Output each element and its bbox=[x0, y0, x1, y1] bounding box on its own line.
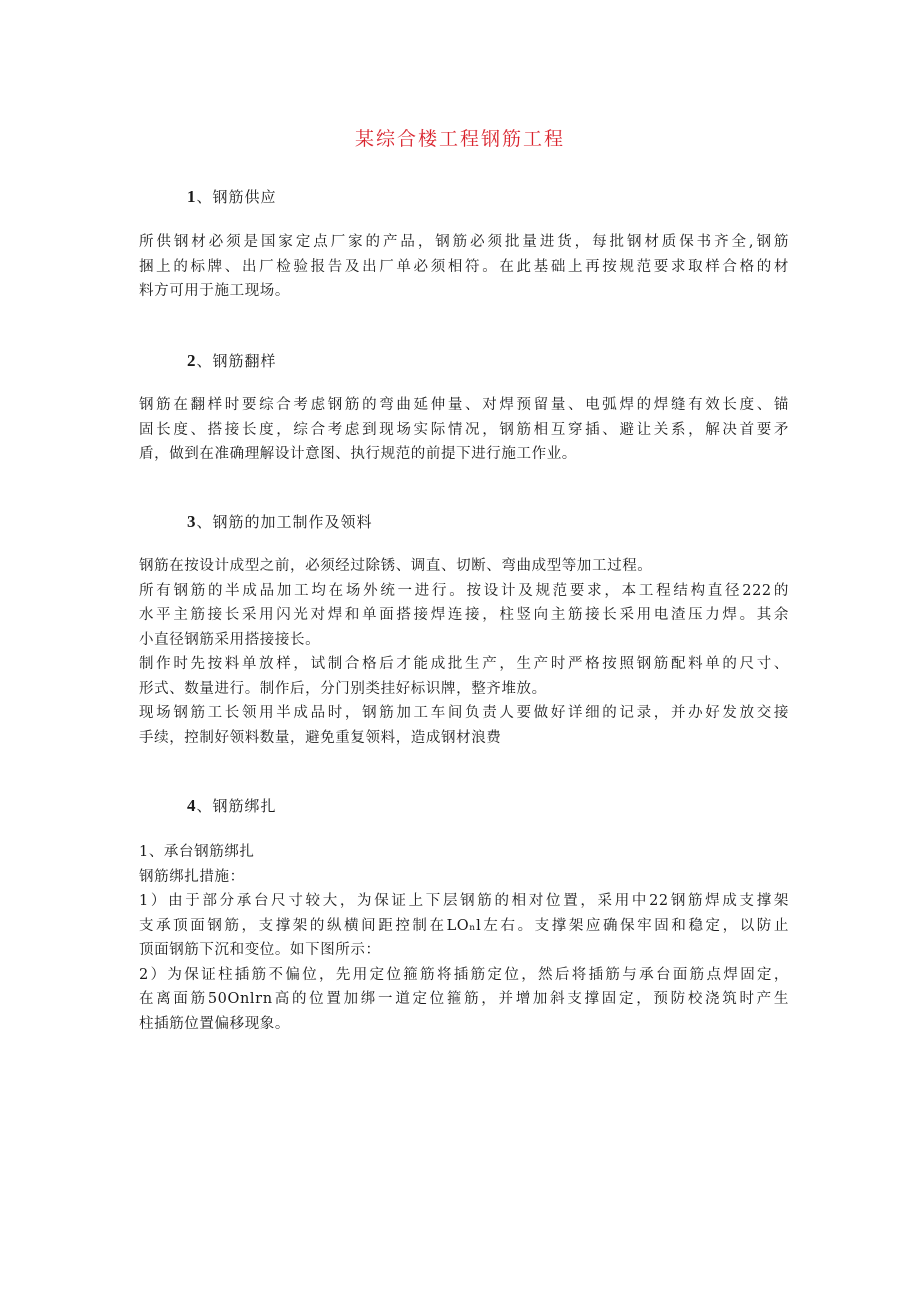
document-title: 某综合楼工程钢筋工程 bbox=[354, 128, 565, 150]
paragraph-line: 现场钢筋工长领用半成品时，钢筋加工车间负责人要做好详细的记录，并办好发放交接 bbox=[139, 705, 789, 721]
section-number: 1 bbox=[187, 187, 197, 206]
section-title: 、钢筋供应 bbox=[196, 188, 277, 206]
paragraph-line: 手续，控制好领料数量，避免重复领料，造成钢材浪费 bbox=[139, 729, 502, 746]
paragraph-line: 制作时先按料单放样，试制合格后才能成批生产，生产时严格按照钢筋配料单的尺寸、 bbox=[139, 656, 789, 672]
section-number: 2 bbox=[187, 351, 197, 370]
paragraph-line: 在离面筋50Onlrn高的位置加绑一道定位箍筋，并增加斜支撑固定，预防校浇筑时产生 bbox=[139, 991, 789, 1007]
section-1-body bbox=[139, 230, 789, 304]
paragraph-line: 固长度、搭接长度，综合考虑到现场实际情况，钢筋相互穿插、避让关系，解决首要矛 bbox=[139, 421, 789, 438]
section-3-body bbox=[139, 554, 789, 750]
paragraph-line: 钢筋在按设计成型之前，必须经过除锈、调直、切断、弯曲成型等加工过程。 bbox=[139, 558, 653, 574]
section-2-body bbox=[139, 393, 789, 467]
paragraph-line: 形式、数量进行。制作后，分门别类挂好标识牌，整齐堆放。 bbox=[139, 680, 547, 697]
paragraph-line: 水平主筋接长采用闪光对焊和单面搭接焊连接，柱竖向主筋接长采用电渣压力焊。其余 bbox=[139, 607, 789, 623]
paragraph-line: 支承顶面钢筋，支撑架的纵横间距控制在LOₙl左右。支撑架应确保牢固和稳定，以防止 bbox=[139, 917, 789, 934]
section-4-body bbox=[139, 840, 789, 1036]
section-title: 、钢筋绑扎 bbox=[196, 797, 277, 815]
paragraph-line: 钢筋在翻样时要综合考虑钢筋的弯曲延伸量、对焊预留量、电弧焊的焊缝有效长度、锚 bbox=[139, 397, 789, 413]
paragraph-line: 2）为保证柱插筋不偏位，先用定位箍筋将插筋定位，然后将插筋与承台面筋点焊固定， bbox=[139, 966, 789, 983]
section-3-heading bbox=[187, 511, 373, 532]
paragraph-line: 捆上的标牌、出厂检验报告及出厂单必须相符。在此基础上再按规范要求取样合格的材 bbox=[139, 258, 789, 275]
paragraph-line: 1）由于部分承台尺寸较大，为保证上下层钢筋的相对位置，采用中22钢筋焊成支撑架 bbox=[139, 893, 789, 909]
paragraph-line: 所供钢材必须是国家定点厂家的产品，钢筋必须批量进货，每批钢材质保书齐全,钢筋 bbox=[139, 234, 789, 250]
section-number: 4 bbox=[187, 796, 197, 815]
section-2-heading bbox=[187, 350, 277, 371]
paragraph-line: 盾，做到在准确理解设计意图、执行规范的前提下进行施工作业。 bbox=[139, 446, 577, 462]
section-1-heading bbox=[187, 186, 277, 207]
paragraph-line: 顶面钢筋下沉和变位。如下图所示： bbox=[139, 942, 381, 958]
paragraph-line: 柱插筋位置偏移现象。 bbox=[139, 1015, 290, 1032]
paragraph-line: 1、承台钢筋绑扎 bbox=[139, 844, 255, 860]
paragraph-line: 料方可用于施工现场。 bbox=[139, 283, 290, 299]
section-title: 、钢筋的加工制作及领料 bbox=[196, 513, 373, 531]
section-title: 、钢筋翻样 bbox=[196, 352, 277, 370]
paragraph-line: 小直径钢筋采用搭接接长。 bbox=[139, 631, 321, 648]
section-number: 3 bbox=[187, 512, 197, 531]
paragraph-line: 钢筋绑扎措施： bbox=[139, 868, 245, 885]
paragraph-line: 所有钢筋的半成品加工均在场外统一进行。按设计及规范要求，本工程结构直径222的 bbox=[139, 582, 789, 599]
section-4-heading bbox=[187, 795, 277, 816]
